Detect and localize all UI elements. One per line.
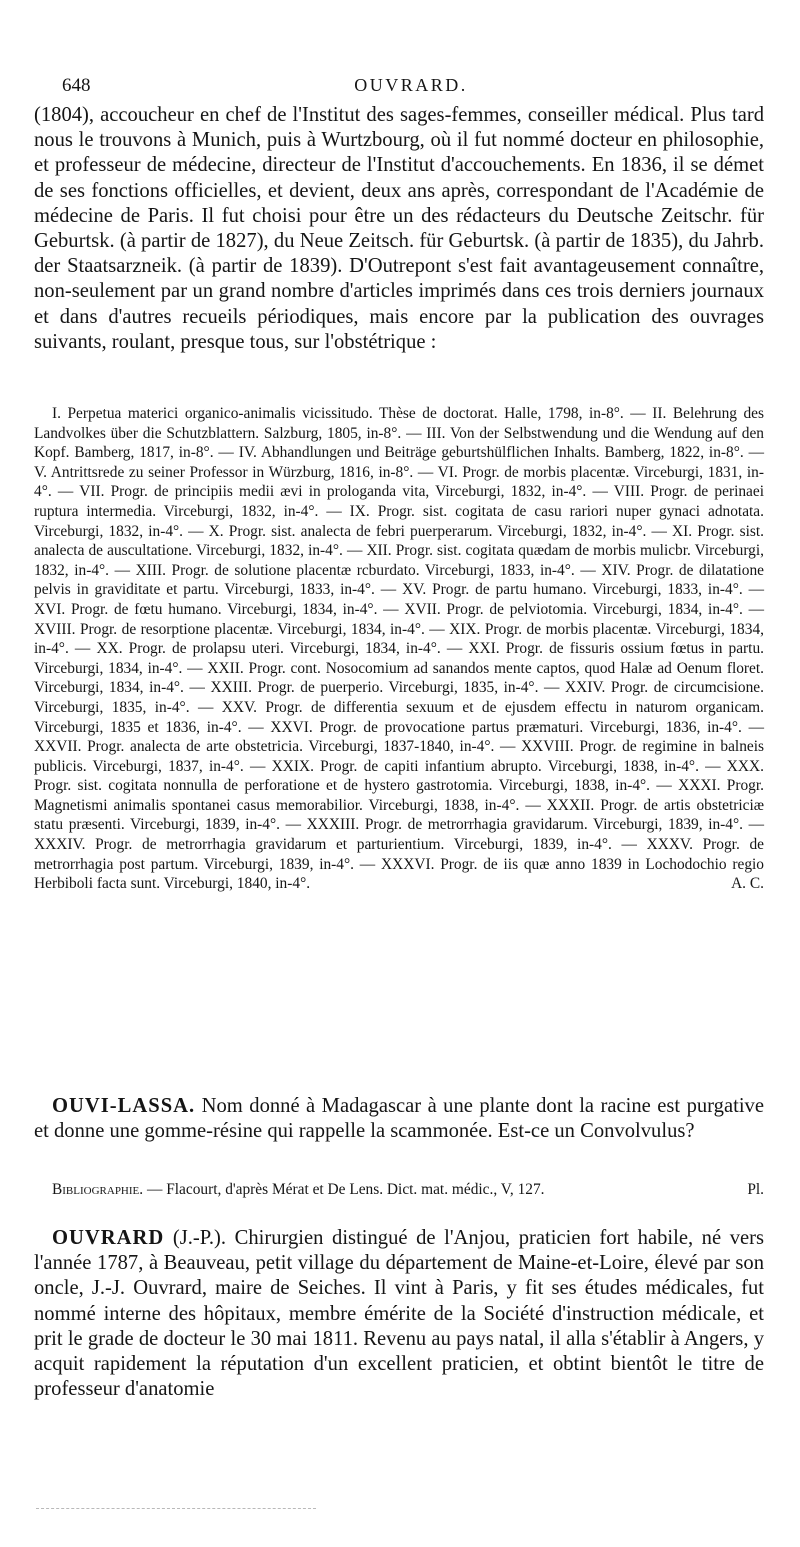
entry-ouvrard-text: (J.-P.). Chirurgien distingué de l'Anjou, praticien fort habile, né vers l'année 1787, à Beauveau, petit village du département de Maine-et-Loire, élevé par son oncle, J.-J. Ouvrard, maire de Seiches. Il vint à Paris, y fit ses études médicales, fut nommé interne des hôpitaux, membre émérite de la Société d'instruction médicale, et prit le grade de docteur le 30 mai 1811. Revenu au pays natal, il alla s'établir à Angers, y acquit rapidement la réputation d'un excellent praticien, et obtint bientôt le titre de professeur d'anatomie [34,1227,764,1401]
entry-ouvrard [34,1226,764,1402]
entry-continuation-text: (1804), accoucheur en chef de l'Institut des sages-femmes, conseiller médical. Plus tard nous le trouvons à Munich, puis à Wurtzbourg, où il fut nommé docteur en philosophie, et professeur de médecine, directeur de l'Institut d'accouchements. En 1836, il se démet de ses fonctions officielles, et devient, deux ans après, correspondant de l'Académie de médecine de Paris. Il fut choisi pour être un des rédacteurs du Deutsche Zeitschr. für Geburtsk. (à partir de 1827), du Neue Zeitsch. für Geburtsk. (à partir de 1835), du Jahrb. der Staatsarzneik. (à partir de 1839). D'Outrepont s'est fait avantageusement connaître, non-seulement par un grand nombre d'articles imprimés dans ces trois derniers journaux et dans d'autres recueils périodiques, mais encore par la publication des ouvrages suivants, roulant, presque tous, sur l'obstétrique : [34,104,764,353]
headword-ouvi-lassa: OUVI-LASSA. [52,1095,196,1117]
bibliography-text: — Flacourt, d'après Mérat et De Lens. Dict. mat. médic., V, 127. [146,1181,545,1198]
page-number: 648 [62,75,91,96]
entry-ouvi-lassa-text: Nom donné à Madagascar à une plante dont la racine est purgative et donne une gomme-résine qui rappelle la scammonée. Est-ce un Convolvulus? [34,1095,764,1143]
bibliography-label: Bibliographie. [52,1181,144,1198]
works-list-text: I. Perpetua materici organico-animalis vicissitudo. Thèse de doctorat. Halle, 1798, in-8°. — II. Belehrung des Landvolkes über die Schutzblattern. Salzburg, 1805, in-8°. — III. Von der Selbstwendung und die Wendung auf den Kopf. Bamberg, 1817, in-8°. — IV. Abhandlungen und Beiträge geburtshülflichen Inhalts. Bamberg, 1822, in-8°. — V. Antrittsrede zu seiner Professor in Würzburg, 1816, in-8°. — VI. Progr. de morbis placentæ. Virceburgi, 1831, in-4°. — VII. Progr. de principiis medii ævi in prologanda vita, Virceburgi, 1832, in-4°. — VIII. Progr. de perinaei ruptura intermedia. Virceburgi, 1832, in-4°. — IX. Progr. sist. cogitata de casu rariori nuper gynaci adnotata. Virceburgi, 1832, in-4°. — X. Progr. sist. analecta de febri puerperarum. Virceburgi, 1832, in-4°. — XI. Progr. sist. analecta de auscultatione. Virceburgi, 1832, in-4°. — XII. Progr. sist. cogitata quædam de morbis mulicbr. Virceburgi, 1832, in-4°. — XIII. Progr. de solutione placentæ rcburdato. Virceburgi, 1833, in-4°. — XIV. Progr. de dilatatione pelvis in graviditate et partu. Virceburgi, 1833, in-4°. — XV. Progr. de partu humano. Virceburgi, 1833, in-4°. — XVI. Progr. de fœtu humano. Virceburgi, 1834, in-4°. — XVII. Progr. de pelviotomia. Virceburgi, 1834, in-4°. — XVIII. Progr. de resorptione placentæ. Virceburgi, 1834, in-4°. — XIX. Progr. de morbis placentæ. Virceburgi, 1834, in-4°. — XX. Progr. de prolapsu uteri. Virceburgi, 1834, in-4°. — XXI. Progr. de fissuris ossium fœtus in partu. Virceburgi, 1834, in-4°. — XXII. Progr. cont. Nosocomium ad sanandos mente captos, quod Halæ ad Oenum floret. Virceburgi, 1834, in-4°. — XXIII. Progr. de puerperio. Virceburgi, 1835, in-4°. — XXIV. Progr. de circumcisione. Virceburgi, 1835, in-4°. — XXV. Progr. de differentia sexuum et de ejusdem effectu in naturom organicam. Virceburgi, 1835 et 1836, in-4°. — XXVI. Progr. de provocatione partus præmaturi. Virceburgi, 1836, in-4°. — XXVII. Progr. analecta de arte obstetricia. Virceburgi, 1837-1840, in-4°. — XXVIII. Progr. de regimine in balneis publicis. Virceburgi, 1837, in-4°. — XXIX. Progr. de capiti infantium abrupto. Virceburgi, 1838, in-4°. — XXX. Progr. sist. cogitata nonnulla de perforatione et de hystero gastrotomia. Virceburgi, 1838, in-4°. — XXXI. Progr. Magnetismi animalis spontanei casus memorabilior. Virceburgi, 1838, in-4°. — XXXII. Progr. de artis obstetriciæ statu præsenti. Virceburgi, 1839, in-4°. — XXXIII. Progr. de metrorrhagia gravidarum. Virceburgi, 1839, in-4°. — XXXIV. Progr. de metrorrhagia gravidarum et parturientium. Virceburgi, 1839, in-4°. — XXXV. Progr. de metrorrhagia post partum. Virceburgi, 1839, in-4°. — XXXVI. Progr. de iis quæ anno 1839 in Lochodochio regio Herbiboli facta sunt. Virceburgi, 1840, in-4°. [34,405,764,893]
entry-ouvi-lassa [34,1094,764,1144]
entry-signature: Pl. [747,1181,764,1198]
running-title: OUVRARD. [354,75,468,95]
works-list [34,404,764,894]
author-signature: A. C. [731,875,764,893]
running-head [62,75,760,105]
headword-ouvrard: OUVRARD [52,1227,165,1249]
entry-ouvi-lassa-bibliography [34,1180,764,1200]
footer-rule [36,1508,316,1509]
